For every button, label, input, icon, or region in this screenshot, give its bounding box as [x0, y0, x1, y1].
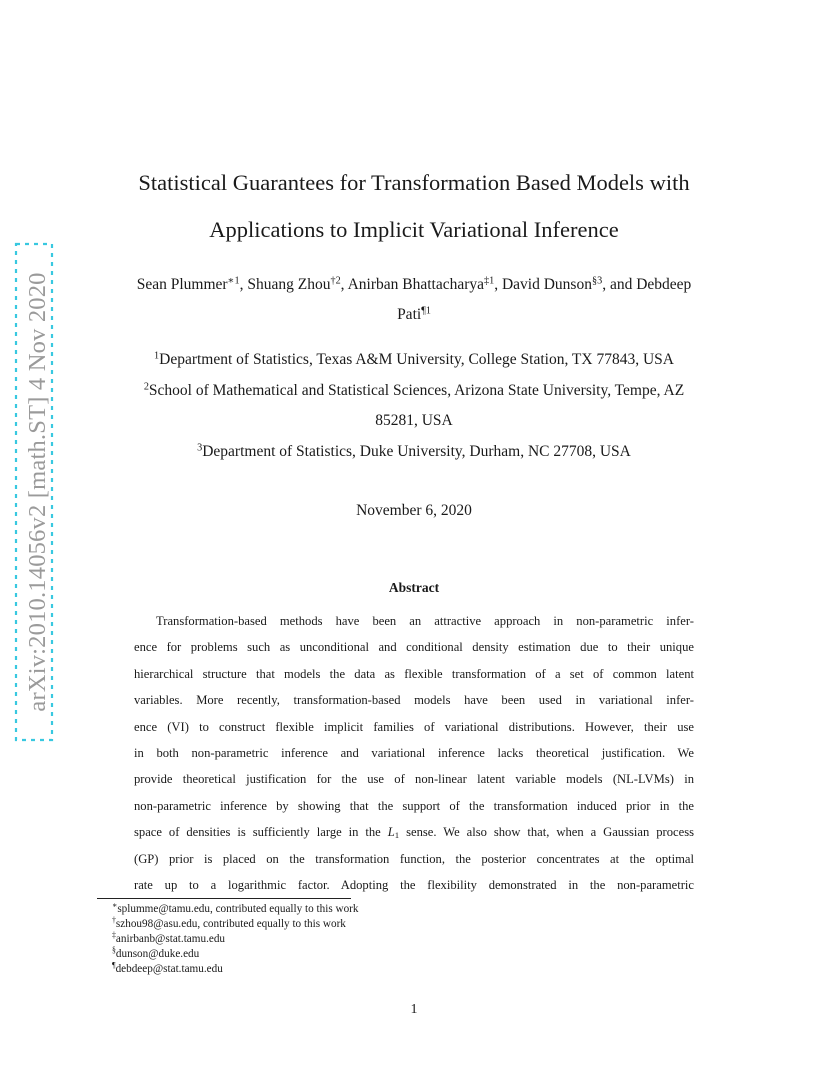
footnote [112, 917, 359, 932]
affiliation-3 [0, 443, 828, 461]
author-separator: , and Debdeep [602, 276, 692, 293]
footnote-marker: † [112, 915, 116, 925]
affiliation-2 [0, 382, 828, 400]
author-marker: ∗1 [227, 275, 240, 287]
footnote-marker: ¶ [112, 960, 116, 970]
author-separator: , [340, 276, 348, 293]
affiliation-text: Department of Statistics, Texas A&M University, College Station, TX 77843, USA [159, 351, 674, 368]
footnote-rule [97, 898, 351, 899]
author-name: Pati [397, 306, 422, 323]
affiliation-1 [0, 351, 828, 369]
paper-title-line-1: Statistical Guarantees for Transformation Based Models with [138, 170, 690, 195]
abstract-line: rate up to a logarithmic factor. Adopting the flexibility demonstrated in the non-parametric [134, 877, 694, 892]
footnote-marker: § [112, 945, 116, 955]
abstract-line [134, 815, 694, 841]
author-name: Sean Plummer [136, 276, 228, 293]
abstract-text: space of densities is sufficiently large in the [134, 825, 388, 840]
affiliation-marker: 3 [197, 442, 203, 454]
paper-date: November 6, 2020 [356, 502, 472, 519]
author-name: David Dunson [501, 276, 592, 293]
footnotes [112, 902, 359, 977]
abstract-line: Transformation-based methods have been an attractive approach in non-parametric infer- [156, 614, 694, 628]
author-name: Shuang Zhou [247, 276, 331, 293]
affiliation-text: Department of Statistics, Duke University, Durham, NC 27708, USA [202, 443, 631, 460]
affiliation-2-continued: 85281, USA [375, 412, 453, 429]
author-separator: , [239, 276, 248, 293]
affiliation-text: School of Mathematical and Statistical Sciences, Arizona State University, Tempe, AZ [148, 382, 685, 399]
abstract-line: non-parametric inference by showing that the support of the transformation induced prior in the [134, 798, 694, 813]
abstract-line: (GP) prior is placed on the transformation function, the posterior concentrates at the optimal [134, 851, 694, 866]
footnote-text: splumme@tamu.edu, contributed equally to this work [117, 903, 359, 915]
author-name: Anirban Bhattacharya [347, 276, 485, 293]
footnote-text: debdeep@stat.tamu.edu [115, 963, 223, 975]
footnote-text: szhou98@asu.edu, contributed equally to this work [115, 918, 346, 930]
abstract-body [134, 604, 694, 894]
footnote [112, 932, 359, 947]
author-separator: , [494, 276, 502, 293]
footnote-marker: ‡ [112, 930, 116, 940]
paper-title-line-2: Applications to Implicit Variational Inference [209, 217, 619, 242]
footnote [112, 962, 359, 977]
abstract-line: ence for problems such as unconditional and conditional density estimation due to their unique [134, 640, 694, 655]
footnote-text: anirbanb@stat.tamu.edu [115, 933, 226, 945]
author-marker: ‡1 [484, 275, 495, 287]
abstract-line: variables. More recently, transformation-based models have been used in variational infer- [134, 693, 694, 708]
footnote [112, 902, 359, 917]
affiliation-marker: 2 [143, 381, 149, 393]
abstract-text: sense. We also show that, when a Gaussian process [399, 825, 694, 840]
footnote-text: dunson@duke.edu [115, 948, 200, 960]
author-marker: †2 [330, 275, 341, 287]
abstract-line: ence (VI) to construct flexible implicit families of variational distributions. However, their use [134, 719, 694, 734]
author-list [0, 276, 828, 294]
footnote [112, 947, 359, 962]
page-number: 1 [410, 1002, 418, 1017]
abstract-line: in both non-parametric inference and variational inference lacks theoretical justification. We [134, 745, 694, 760]
footnote-marker: ∗ [112, 900, 118, 910]
abstract-heading: Abstract [388, 580, 440, 595]
author-marker: ¶1 [421, 305, 431, 317]
math-subscript: 1 [394, 830, 400, 841]
abstract-line: hierarchical structure that models the data as flexible transformation of a set of common latent [134, 666, 694, 681]
affiliation-marker: 1 [154, 350, 160, 362]
math-symbol: L [387, 825, 395, 840]
abstract-line: provide theoretical justification for the use of non-linear latent variable models (NL-LVMs) in [134, 772, 694, 787]
author-marker: §3 [591, 275, 603, 287]
author-list-continued [0, 306, 828, 324]
arxiv-watermark-text: arXiv:2010.14056v2 [math.ST] 4 Nov 2020 [24, 272, 51, 712]
